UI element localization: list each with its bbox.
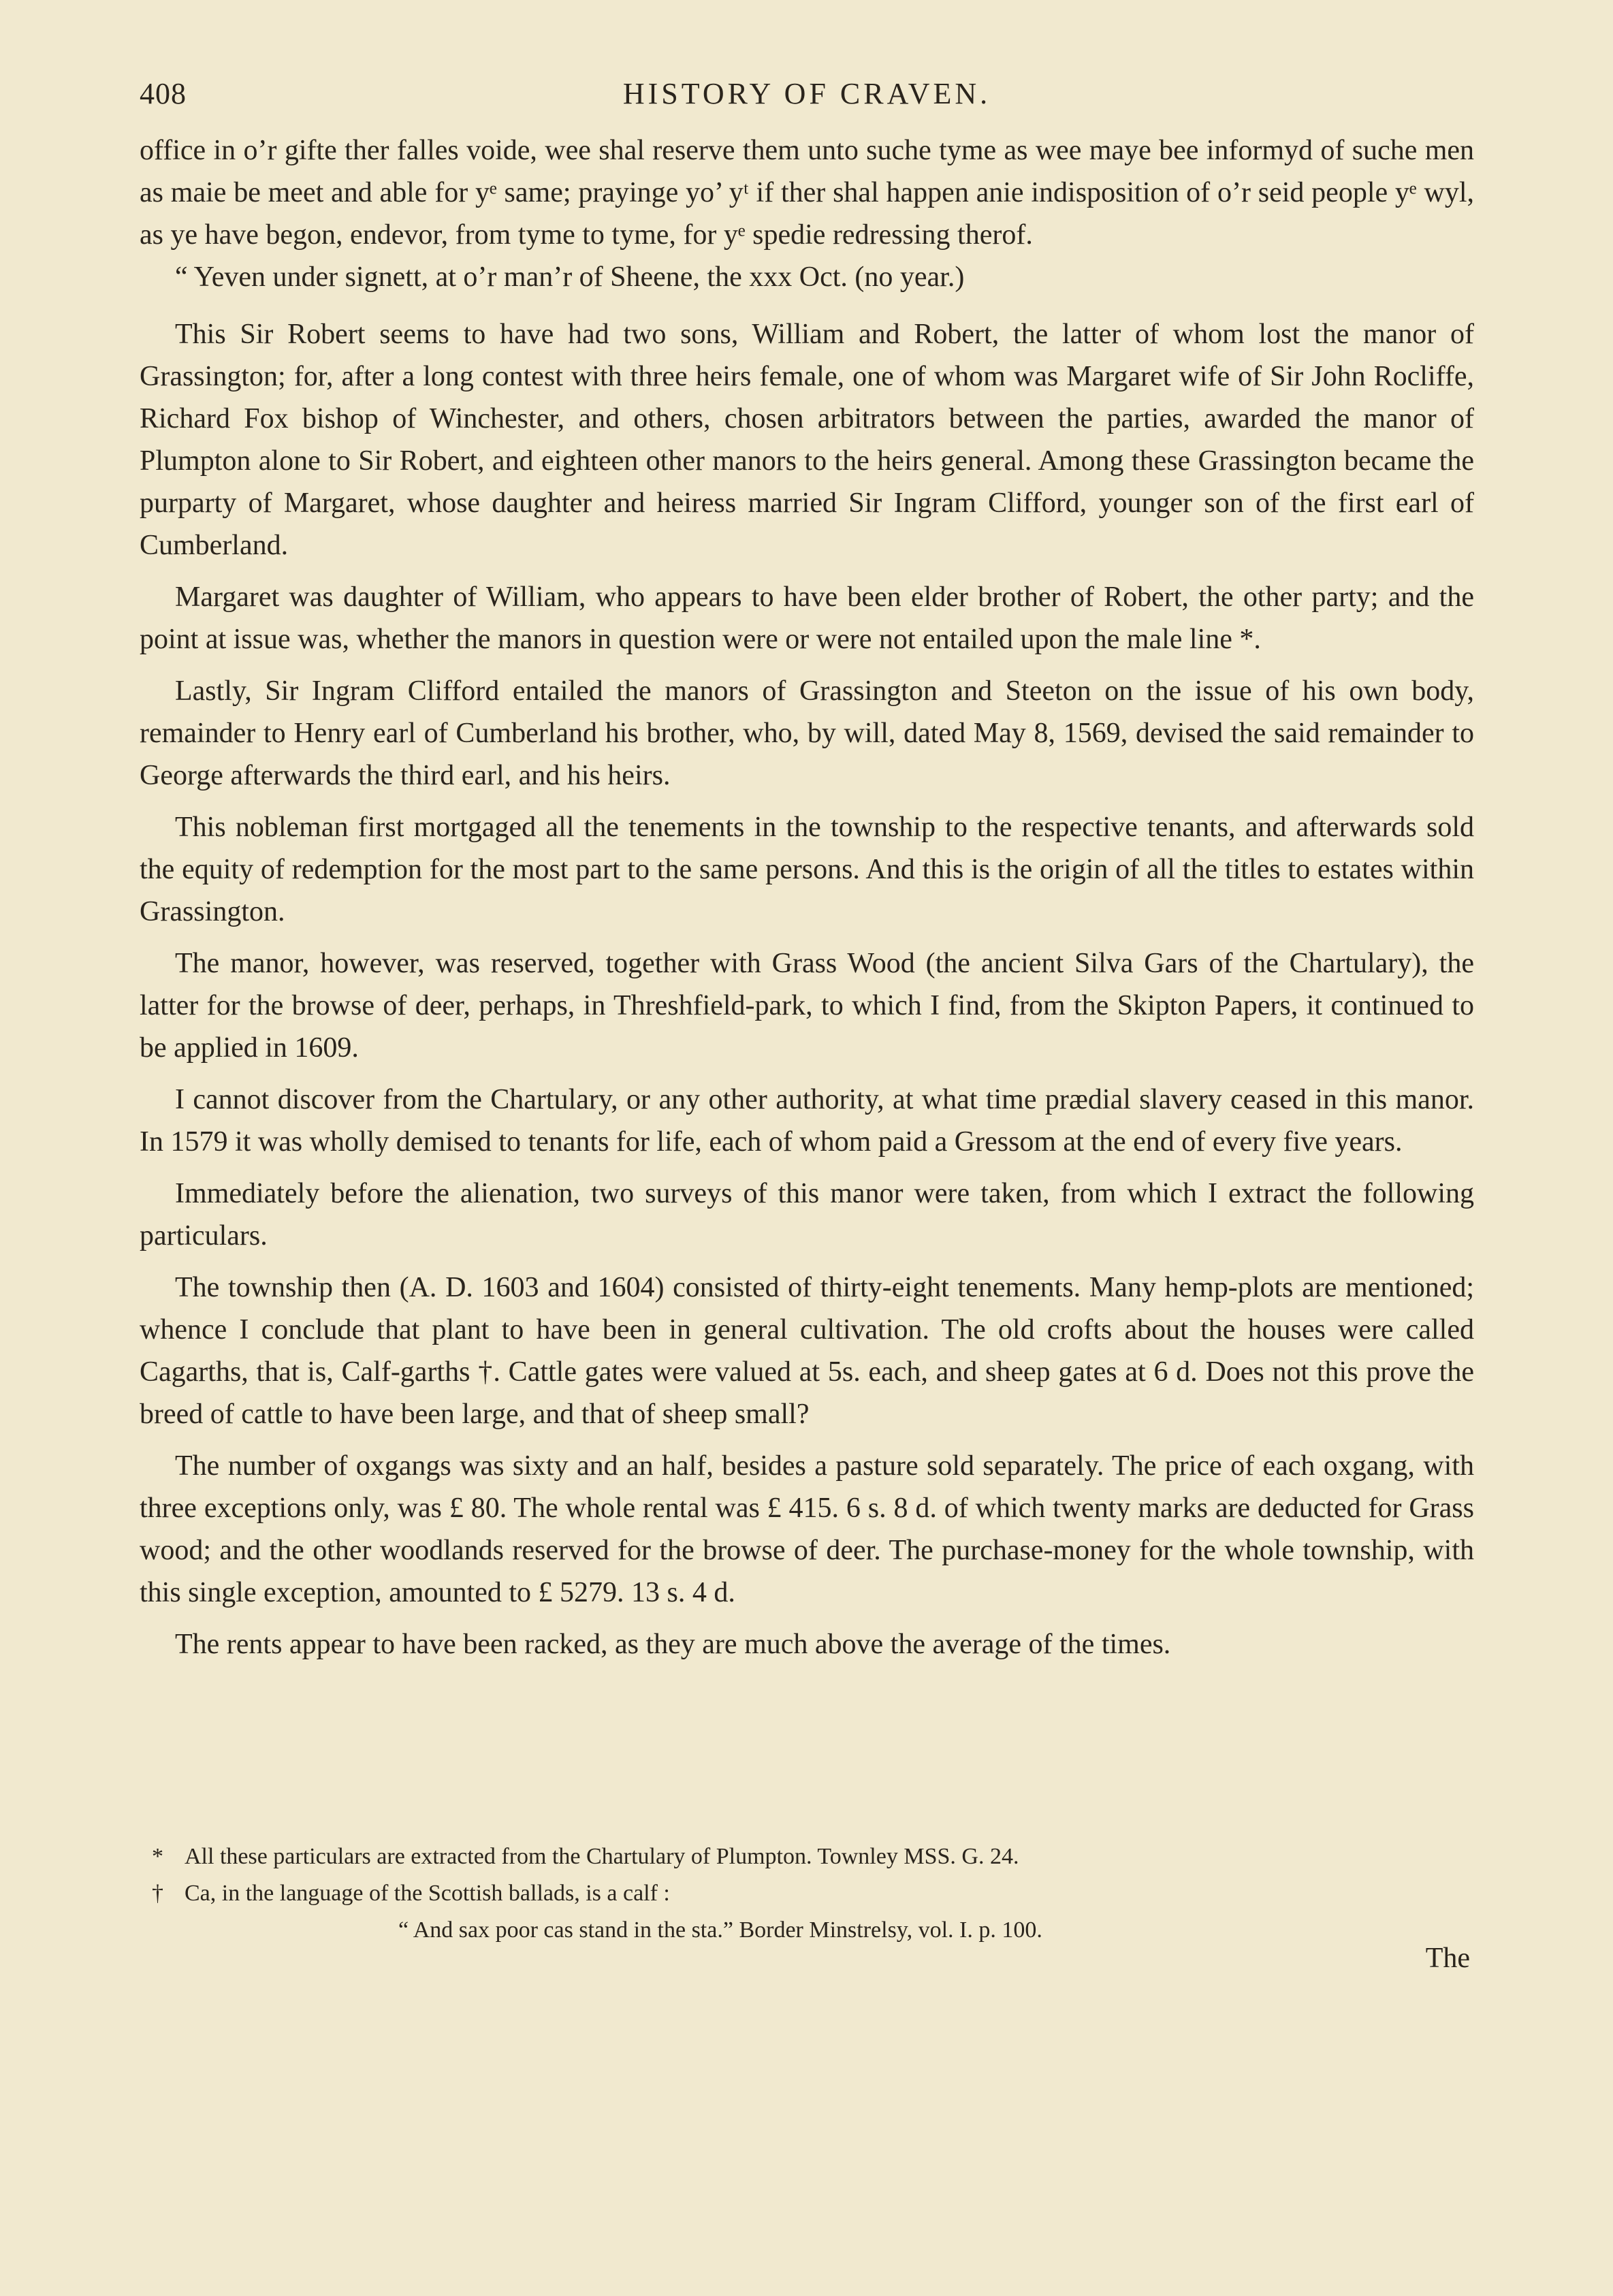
page-header xyxy=(140,76,1474,124)
body-text xyxy=(140,129,1474,1675)
quoted-dateline: “ Yeven under signett, at o’r man’r of Sheene, the xxx Oct. (no year.) xyxy=(175,261,965,293)
footnote xyxy=(140,1875,1474,1912)
paragraph: I cannot discover from the Chartulary, or any other authority, at what time prædial slavery ceased in this manor. In 1579 it was wholly demised to tenants for life, each of whom paid a Gressom at the end of every five years. xyxy=(140,1084,1474,1158)
footnote-mark: * xyxy=(152,1844,163,1869)
paragraph: The number of oxgangs was sixty and an half, besides a pasture sold separately. The price of each oxgang, with three exceptions only, was £ 80. The whole rental was £ 415. 6 s. 8 d. of which twenty marks are deducted for Grass wood; and the other woodlands reserved for the browse of deer. The purchase-money for the whole township, with this single exception, amounted to £ 5279. 13 s. 4 d. xyxy=(140,1450,1474,1608)
paragraph: The rents appear to have been racked, as they are much above the average of the times. xyxy=(175,1629,1171,1660)
footnote xyxy=(140,1838,1474,1875)
paragraph: The manor, however, was reserved, together with Grass Wood (the ancient Silva Gars of the Chartulary), the latter for the browse of deer, perhaps, in Threshfield-park, to which I find, from the Skipton Papers, it continued to be applied in 1609. xyxy=(140,948,1474,1064)
footnote-mark: † xyxy=(152,1881,163,1906)
paragraph: office in o’r gifte ther falles voide, wee shal reserve them unto suche tyme as wee maye bee informyd of suche men as maie be meet and able for yᵉ same; prayinge yo’ yᵗ if ther shal happen anie indisposition of o’r seid people yᵉ wyl, as ye have begon, endevor, from tyme to tyme, for yᵉ spedie redressing therof. xyxy=(140,135,1474,251)
paragraph: The township then (A. D. 1603 and 1604) consisted of thirty-eight tenements. Many hemp-plots are mentioned; whence I conclude that plant to have been in general cultivation. The old crofts about the houses were called Cagarths, that is, Calf-garths †. Cattle gates were valued at 5s. each, and sheep gates at 6 d. Does not this prove the breed of cattle to have been large, and that of sheep small? xyxy=(140,1272,1474,1430)
running-title: HISTORY OF CRAVEN. xyxy=(622,77,991,110)
paragraph: This nobleman first mortgaged all the tenements in the township to the respective tenants, and afterwards sold the equity of redemption for the most part to the same persons. And this is the origin of all the titles to estates within Grassington. xyxy=(140,812,1474,927)
footnote-quote: “ And sax poor cas stand in the sta.” Border Minstrelsy, vol. I. p. 100. xyxy=(398,1917,1042,1943)
paragraph: Lastly, Sir Ingram Clifford entailed the manors of Grassington and Steeton on the issue of his own body, remainder to Henry earl of Cumberland his brother, who, by will, dated May 8, 1569, devised the said remainder to George afterwards the third earl, and his heirs. xyxy=(140,675,1474,791)
footnotes xyxy=(140,1838,1474,1949)
catchword: The xyxy=(1425,1943,1470,1974)
paragraph: Margaret was daughter of William, who appears to have been elder brother of Robert, the other party; and the point at issue was, whether the manors in question were or were not entailed upon the male line *. xyxy=(140,581,1474,655)
paragraph: This Sir Robert seems to have had two sons, William and Robert, the latter of whom lost the manor of Grassington; for, after a long contest with three heirs female, one of whom was Margaret wife of Sir John Rocliffe, Richard Fox bishop of Winchester, and others, chosen arbitrators between the parties, awarded the manor of Plumpton alone to Sir Robert, and eighteen other manors to the heirs general. Among these Grassington became the purparty of Margaret, whose daughter and heiress married Sir Ingram Clifford, younger son of the first earl of Cumberland. xyxy=(140,319,1474,561)
page-number: 408 xyxy=(140,77,187,110)
footnote-text: Ca, in the language of the Scottish ballads, is a calf : xyxy=(185,1881,670,1906)
paragraph: Immediately before the alienation, two surveys of this manor were taken, from which I extract the following particulars. xyxy=(140,1178,1474,1251)
footnote-text: All these particulars are extracted from the Chartulary of Plumpton. Townley MSS. G. 24. xyxy=(185,1844,1019,1869)
